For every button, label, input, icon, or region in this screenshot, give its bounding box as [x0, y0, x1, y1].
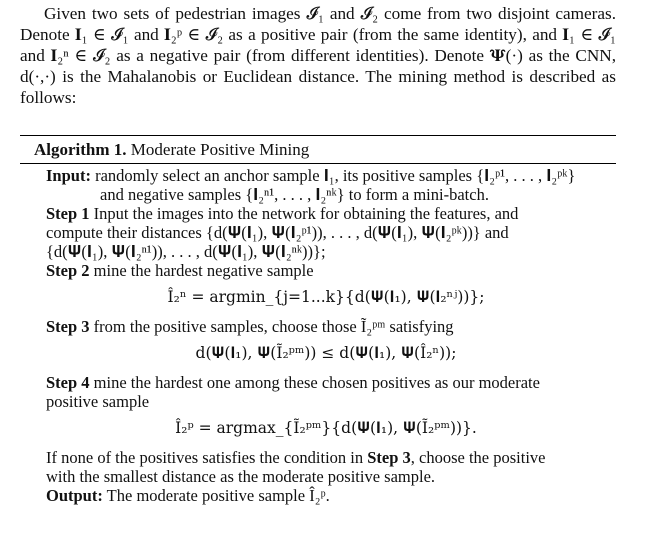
intro-paragraph: Given two sets of pedestrian images 𝓘₁ and 𝓘₂ come from two disjoint cameras. Denote 𝐈₁ ∈ 𝓘₁ and 𝐈₂ᵖ ∈ 𝓘₂ as a positive pair (from the same identity), and 𝐈₁ ∈ 𝓘₁ and 𝐈₂ⁿ ∈ 𝓘₂ as a negative pair (from different identities). Denote 𝚿(·) as the CNN, d(·,·) is the Mahalanobis or Euclidean distance. The mining method is described as follows: [20, 4, 616, 107]
step4-text-2: positive sample [46, 392, 150, 411]
step3-line [46, 317, 606, 336]
equation-hardest-negative: Î₂ⁿ = argmin_{j=1...k}{d(𝚿(𝐈₁), 𝚿(𝐈₂ⁿʲ))}; [167, 288, 485, 306]
output-line [46, 486, 606, 505]
step2-line [46, 261, 606, 280]
fallback-line [46, 448, 606, 467]
algorithm-body [46, 166, 606, 505]
step4-line [46, 373, 606, 392]
input-line-2 [46, 185, 606, 204]
equation-moderate-condition: d(𝚿(𝐈₁), 𝚿(Ĩ₂ᵖᵐ)) ≤ d(𝚿(𝐈₁), 𝚿(Î₂ⁿ)); [195, 344, 457, 362]
step1-line-2 [46, 223, 606, 242]
fallback-line-2 [46, 467, 606, 486]
step1-text-2: compute their distances {d(𝚿(𝐈₁), 𝚿(𝐈₂ᵖ¹)), . . . , d(𝚿(𝐈₁), 𝚿(𝐈₂ᵖᵏ))} and [46, 223, 509, 242]
step2-label: Step 2 [46, 261, 90, 280]
step1-label: Step 1 [46, 204, 90, 223]
step1-line-3 [46, 242, 606, 261]
fallback-step3: Step 3 [367, 448, 411, 467]
intro-text [20, 3, 616, 108]
input-line [46, 166, 606, 185]
algorithm-header-rule [20, 163, 616, 164]
input-text-1: randomly select an anchor sample 𝐈₁, its positive samples {𝐈₂ᵖ¹, . . . , 𝐈₂ᵖᵏ} [90, 166, 576, 185]
step1-line [46, 204, 606, 223]
fallback-text-2: with the smallest distance as the moderate positive sample. [46, 467, 436, 486]
algorithm-label: Algorithm 1. [34, 140, 127, 159]
step2-text: mine the hardest negative sample [89, 261, 314, 280]
output-text: The moderate positive sample Î₂ᵖ. [102, 486, 330, 505]
step3-label: Step 3 [46, 317, 90, 336]
fallback-text-1a: If none of the positives satisfies the condition in [46, 448, 368, 467]
output-label: Output: [46, 486, 103, 505]
algorithm-header [34, 140, 309, 160]
algorithm-title: Moderate Positive Mining [130, 140, 310, 159]
step3-text: from the positive samples, choose those Ĩ₂ᵖᵐ satisfying [89, 317, 454, 336]
step4-text-1: mine the hardest one among these chosen positives as our moderate [89, 373, 540, 392]
input-text-2: and negative samples {𝐈₂ⁿ¹, . . . , 𝐈₂ⁿᵏ} to form a mini-batch. [100, 185, 489, 204]
step1-text-1: Input the images into the network for obtaining the features, and [89, 204, 519, 223]
input-label: Input: [46, 166, 91, 185]
algorithm-top-rule [20, 135, 616, 136]
step4-label: Step 4 [46, 373, 90, 392]
step4-line-2 [46, 392, 606, 411]
fallback-text-1b: , choose the positive [410, 448, 546, 467]
equation-moderate-positive: Î₂ᵖ = argmax_{Ĩ₂ᵖᵐ}{d(𝚿(𝐈₁), 𝚿(Ĩ₂ᵖᵐ))}. [175, 419, 477, 437]
step1-text-3: {d(𝚿(𝐈₁), 𝚿(𝐈₂ⁿ¹)), . . . , d(𝚿(𝐈₁), 𝚿(𝐈₂ⁿᵏ))}; [46, 242, 326, 261]
